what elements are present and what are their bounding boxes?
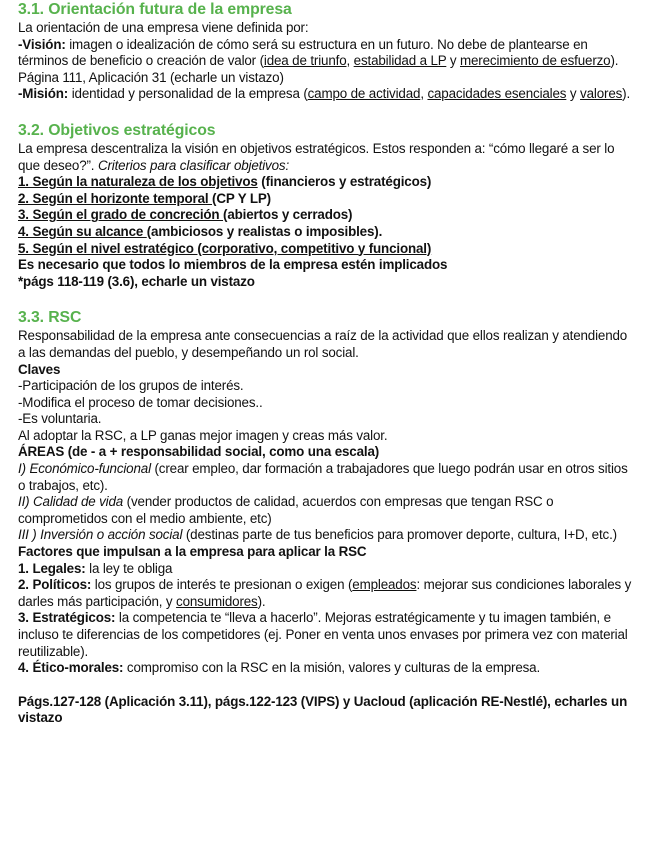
- separator: ,: [420, 86, 428, 102]
- factor-2-label: 2. Políticos:: [18, 577, 92, 593]
- factor-3: [18, 610, 634, 660]
- objetivos-intro: [18, 141, 634, 174]
- objetivos-intro-italic: Criterios para clasificar objetivos:: [97, 157, 290, 173]
- factor-2-underlined-2: consumidores: [176, 593, 258, 609]
- area-2-label: II) Calidad de vida: [18, 494, 124, 510]
- criterio-4-detail: (ambiciosos y realistas o imposibles).: [146, 223, 383, 239]
- mision-text: identidad y personalidad de la empresa (: [68, 86, 308, 102]
- vision-paragraph: [18, 37, 634, 70]
- criterio-3-detail: (abiertos y cerrados): [223, 207, 353, 223]
- criterio-3-label: 3. Según el grado de concreción: [18, 207, 224, 223]
- page-reference: Página 111, Aplicación 31 (echarle un vistazo): [18, 69, 284, 85]
- criterio-1-detail: (financieros y estratégicos): [257, 174, 432, 190]
- area-2-text: (vender productos de calidad, acuerdos con empresas que tengan RSC o comprometidos con el medio ambiente, etc): [18, 494, 554, 526]
- rsc-adopt: Al adoptar la RSC, a LP ganas mejor imagen y creas más valor.: [18, 427, 388, 443]
- mision-underlined-2: capacidades esenciales: [427, 86, 567, 102]
- section-title-orientacion: 3.1. Orientación futura de la empresa: [18, 1, 292, 18]
- factor-2-text: los grupos de interés te presionan o exigen (: [91, 577, 353, 593]
- separator: y: [566, 86, 581, 102]
- criterio-1-label: 1. Según la naturaleza de los objetivos: [18, 174, 258, 190]
- factor-4: [18, 660, 634, 677]
- objetivos-note-1: Es necesario que todos lo miembros de la empresa estén implicados: [18, 257, 448, 273]
- claves-heading: Claves: [18, 361, 61, 377]
- factor-2-end: ).: [257, 593, 266, 609]
- criterio-2-detail: (CP Y LP): [212, 190, 271, 206]
- vision-underlined-2: estabilidad a LP: [353, 53, 447, 69]
- factor-1-text: la ley te obliga: [85, 560, 173, 576]
- vision-underlined-3: merecimiento de esfuerzo: [460, 53, 611, 69]
- criterio-4: [18, 224, 634, 241]
- vision-underlined-1: idea de triunfo: [263, 53, 347, 69]
- criterio-2: [18, 191, 634, 208]
- mision-underlined-3: valores: [580, 86, 623, 102]
- criterio-5: [18, 241, 634, 258]
- objetivos-intro-text: La empresa descentraliza la visión en objetivos estratégicos. Estos responden a: “cómo llegaré a ser lo que deseo?”.: [18, 140, 615, 173]
- criterio-1: [18, 174, 634, 191]
- factor-4-text: compromiso con la RSC en la misión, valores y culturas de la empresa.: [123, 660, 541, 676]
- final-reference: Págs.127-128 (Aplicación 3.11), págs.122-123 (VIPS) y Uacloud (aplicación RE-Nestlé), echarles un vistazo: [18, 693, 628, 726]
- factor-3-label: 3. Estratégicos:: [18, 610, 116, 626]
- orientacion-intro: La orientación de una empresa viene definida por:: [18, 20, 309, 35]
- area-3: [18, 527, 634, 544]
- rsc-intro: Responsabilidad de la empresa ante consecuencias a raíz de la actividad que ellos realizan y atendiendo a las demandas del pueblo, y desempeñando un rol social.: [18, 328, 628, 360]
- factor-2: [18, 577, 634, 610]
- separator: ,: [346, 53, 354, 69]
- document-page: [18, 0, 634, 727]
- area-1-label: I) Económico-funcional: [18, 461, 151, 477]
- area-3-label: III ) Inversión o acción social: [18, 527, 183, 543]
- vision-text: imagen o idealización de cómo será su estructura en un futuro. No debe de plantearse en términos de beneficio o creación de valor (: [18, 36, 588, 69]
- spacer: [18, 677, 634, 694]
- clave-item: -Modifica el proceso de tomar decisiones..: [18, 394, 263, 410]
- vision-label: -Visión:: [18, 36, 66, 52]
- spacer: [18, 103, 634, 121]
- area-1-text: (crear empleo, dar formación a trabajadores que luego podrán usar en otros sitios o trabajos, etc).: [18, 461, 628, 493]
- spacer: [18, 290, 634, 308]
- areas-heading: ÁREAS (de - a + responsabilidad social, como una escala): [18, 444, 380, 460]
- criterio-3: [18, 207, 634, 224]
- mision-label: -Misión:: [18, 86, 69, 102]
- factor-2-underlined-1: empleados: [352, 577, 417, 593]
- mision-end: ).: [622, 86, 631, 102]
- vision-end: ).: [610, 53, 619, 69]
- mision-paragraph: [18, 86, 634, 103]
- clave-item: -Es voluntaria.: [18, 411, 102, 427]
- area-2: [18, 494, 634, 527]
- area-3-text: (destinas parte de tus beneficios para promover deporte, cultura, I+D, etc.): [182, 527, 617, 543]
- section-title-rsc: 3.3. RSC: [18, 309, 82, 327]
- criterio-4-label: 4. Según su alcance: [18, 223, 147, 239]
- criterio-5-label: 5. Según el nivel estratégico (corporativo, competitivo y funcional): [18, 240, 432, 256]
- criterio-2-label: 2. Según el horizonte temporal: [18, 190, 213, 206]
- separator: y: [446, 53, 460, 69]
- mision-underlined-1: campo de actividad: [307, 86, 421, 102]
- factor-2-text-2: : mejorar sus condiciones laborales y darles más participación, y: [18, 577, 632, 609]
- factor-4-label: 4. Ético-morales:: [18, 660, 124, 676]
- factor-3-text: la competencia te “lleva a hacerlo”. Mejoras estratégicamente y tu imagen también, e incluso te diferencias de los competidores (ej. Poner en venta unos envases por primera vez con material reutilizable).: [18, 610, 628, 659]
- factor-1-label: 1. Legales:: [18, 560, 86, 576]
- section-title-objetivos: 3.2. Objetivos estratégicos: [18, 121, 216, 139]
- factores-heading: Factores que impulsan a la empresa para aplicar la RSC: [18, 544, 367, 560]
- factor-1: [18, 561, 634, 578]
- objetivos-note-2: *págs 118-119 (3.6), echarle un vistazo: [18, 273, 255, 289]
- area-1: [18, 461, 634, 494]
- clave-item: -Participación de los grupos de interés.: [18, 378, 244, 394]
